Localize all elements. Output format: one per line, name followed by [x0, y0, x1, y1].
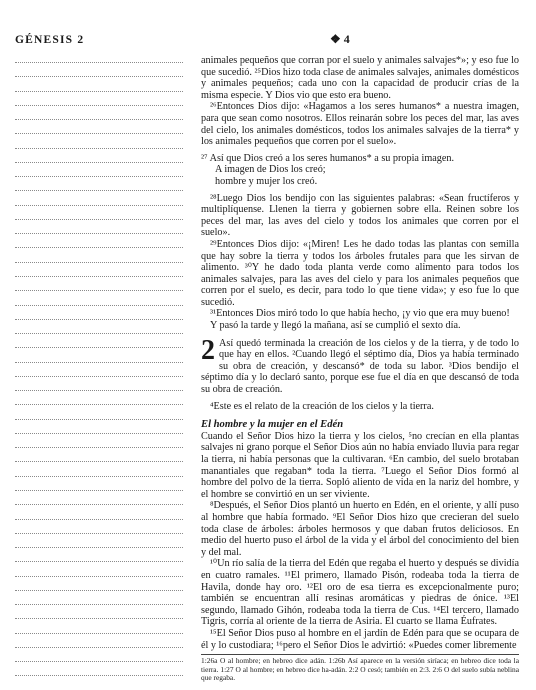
text-column — [201, 55, 519, 683]
note-line — [15, 618, 183, 619]
note-line — [15, 404, 183, 405]
note-line — [15, 190, 183, 191]
note-line — [15, 162, 183, 163]
footnotes: 1:26a O al hombre; en hebreo dice adán. 1:26b Así aparece en la versión siríaca; en hebreo dice toda la tierra. 1:27 O al hombre; en hebreo dice ha-adán. 2:2 O cesó; también en 2:3. 2:6 O del suelo subía neblina que regaba. — [201, 656, 519, 683]
paragraph: ³¹Entonces Dios miró todo lo que había hecho, ¡y vio que era muy bueno! — [210, 308, 510, 320]
note-line — [15, 390, 183, 391]
note-line — [15, 148, 183, 149]
note-line — [15, 533, 183, 534]
note-line — [15, 91, 183, 92]
note-line — [15, 504, 183, 505]
note-line — [15, 590, 183, 591]
note-line — [15, 305, 183, 306]
note-line — [15, 76, 183, 77]
note-line — [15, 561, 183, 562]
note-line — [15, 233, 183, 234]
paragraph: ²⁶Entonces Dios dijo: «Hagamos a los seres humanos* a nuestra imagen, para que sean como nosotros. Ellos reinarán sobre los peces del mar, las aves del cielo, los animales domésticos, todos los animales salvajes de la tierra* y los animales pequeños que corren por el suelo». — [201, 101, 519, 148]
note-line — [15, 205, 183, 206]
page-marker: ❖ 4 — [330, 32, 350, 46]
note-line — [15, 133, 183, 134]
note-line — [15, 105, 183, 106]
note-line — [15, 476, 183, 477]
notes-lines — [15, 62, 183, 690]
note-line — [15, 490, 183, 491]
poem-line: hombre y mujer los creó. — [215, 175, 318, 187]
footnote-divider — [201, 654, 519, 655]
note-line — [15, 519, 183, 520]
note-line — [15, 319, 183, 320]
paragraph: ²⁹Entonces Dios dijo: «¡Miren! Les he dado todas las plantas con semilla que hay sobre la tierra y todos los árboles frutales para que les sirvan de alimento. ³⁰Y he dado toda planta verde como alimento para todos los animales salvajes, para las aves del cielo y para los animales pequeños que corren por el suelo, es decir, para todo lo que tiene vida»; y eso fue lo que sucedió. — [201, 238, 519, 308]
note-line — [15, 604, 183, 605]
chapter-number: 2 — [201, 334, 215, 366]
note-line — [15, 376, 183, 377]
paragraph: ⁸Después, el Señor Dios plantó un huerto en Edén, en el oriente, y allí puso al hombre que había formado. ⁹El Señor Dios hizo que crecieran del suelo toda clase de árboles: árboles hermosos y que daban frutos deliciosos. En medio del huerto puso el árbol de la vida y el árbol del conocimiento del bien y del mal. — [201, 500, 519, 558]
paragraph: ¹⁰Un río salía de la tierra del Edén que regaba el huerto y después se dividía en cuatro ramales. ¹¹El primero, llamado Pisón, rodeaba toda la tierra de Havila, donde hay oro. ¹²El oro de esa tierra es excepcionalmente puro; también se encuentran allí resinas aromáticas y piedras de ónice. ¹³El segundo, llamado Gihón, rodeaba toda la tierra de Cus. ¹⁴El tercero, llamado Tigris, corría al oriente de la tierra de Asiria. El cuarto se llama Éufrates. — [201, 558, 519, 628]
note-line — [15, 576, 183, 577]
note-line — [15, 661, 183, 662]
note-line — [15, 419, 183, 420]
poem-line: ²⁷ Así que Dios creó a los seres humanos* a su propia imagen. — [201, 152, 455, 164]
chapter-header: GÉNESIS 2 — [15, 34, 85, 46]
note-line — [15, 276, 183, 277]
note-line — [15, 647, 183, 648]
note-line — [15, 262, 183, 263]
note-line — [15, 62, 183, 63]
paragraph: ²⁸Luego Dios los bendijo con las siguientes palabras: «Sean fructíferos y multiplíquense. Llenen la tierra y gobiernen sobre ella. Reinen sobre los peces del mar, las aves del cielo y todos los animales que corren por el suelo». — [201, 192, 519, 239]
note-line — [15, 219, 183, 220]
note-line — [15, 362, 183, 363]
paragraph: animales pequeños que corran por el suelo y animales salvajes*»; y eso fue lo que sucedió. ²⁵Dios hizo toda clase de animales salvajes, animales domésticos y animales pequeños; cada uno con la capacidad de producir crías de la misma especie. Y Dios vio que esto era bueno. — [201, 55, 519, 101]
note-line — [15, 633, 183, 634]
poem-line: A imagen de Dios los creó; — [215, 164, 326, 176]
note-line — [15, 461, 183, 462]
section-heading: El hombre y la mujer en el Edén — [201, 419, 344, 431]
note-line — [15, 433, 183, 434]
note-line — [15, 247, 183, 248]
note-line — [15, 119, 183, 120]
note-line — [15, 333, 183, 334]
note-line — [15, 290, 183, 291]
paragraph: Así quedó terminada la creación de los cielos y de la tierra, y de todo lo que hay en ellos. ²Cuando llegó el séptimo día, Dios ya había terminado su obra de creación, y descansó* de toda su labor. ³Dios bendijo el séptimo día y lo declaró santo, porque ese fue el día en que descansó de toda su obra de creación. — [201, 337, 519, 396]
note-line — [15, 447, 183, 448]
paragraph: Cuando el Señor Dios hizo la tierra y los cielos, ⁵no crecían en ella plantas salvajes ni grano porque el Señor Dios aún no había enviado lluvia para regar la tierra, ni había personas que la cultivaran. ⁶En cambio, del suelo brotaban manantiales que regaban* toda la tierra. ⁷Luego el Señor Dios formó al hombre del polvo de la tierra. Sopló aliento de vida en la nariz del hombre, y el hombre se convirtió en un ser viviente. — [201, 430, 519, 500]
note-line — [15, 547, 183, 548]
paragraph: Y pasó la tarde y llegó la mañana, así se cumplió el sexto día. — [210, 320, 461, 332]
paragraph: ¹⁵El Señor Dios puso al hombre en el jardín de Edén para que se ocupara de él y lo custodiara; ¹⁶pero el Señor Dios le advirtió: «Puedes comer libremente — [201, 627, 519, 651]
note-line — [15, 347, 183, 348]
note-line — [15, 176, 183, 177]
paragraph: ⁴Este es el relato de la creación de los cielos y la tierra. — [210, 400, 434, 412]
note-line — [15, 675, 183, 676]
